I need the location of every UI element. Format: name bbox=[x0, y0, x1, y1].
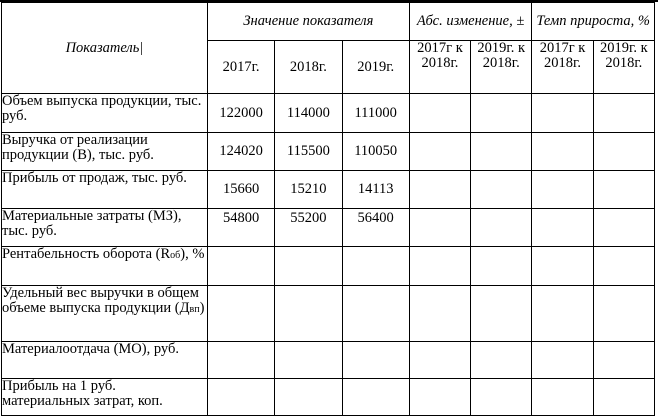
row-abs-cell bbox=[409, 286, 470, 342]
table-row bbox=[2, 342, 655, 379]
table-row bbox=[2, 209, 655, 247]
row-abs-cell bbox=[471, 379, 532, 416]
row-growth-cell bbox=[593, 171, 654, 209]
row-abs-cell bbox=[471, 247, 532, 286]
row-growth-cell bbox=[593, 286, 654, 342]
row-value-2019 bbox=[342, 379, 409, 416]
row-abs-cell bbox=[409, 209, 470, 247]
row-growth-cell bbox=[532, 133, 593, 171]
header-growth-period-2: 2019г. к 2018г. bbox=[593, 41, 654, 94]
row-name-subscript: об bbox=[170, 250, 181, 261]
row-growth-cell bbox=[593, 94, 654, 133]
header-year-2018: 2018г. bbox=[275, 41, 342, 94]
row-growth-cell bbox=[532, 379, 593, 416]
row-growth-cell bbox=[532, 94, 593, 133]
row-name bbox=[2, 247, 208, 286]
table-row bbox=[2, 133, 655, 171]
row-abs-cell bbox=[409, 379, 470, 416]
row-value-2017: 15660 bbox=[207, 171, 274, 209]
row-value-2018: 55200 bbox=[275, 209, 342, 247]
row-abs-cell bbox=[409, 94, 470, 133]
table-row bbox=[2, 171, 655, 209]
row-value-2018 bbox=[275, 286, 342, 342]
header-abs-change-group: Абс. изменение, ± bbox=[409, 3, 532, 41]
row-value-2018: 15210 bbox=[275, 171, 342, 209]
row-value-2019 bbox=[342, 286, 409, 342]
row-abs-cell bbox=[471, 171, 532, 209]
row-name: Материалоотдача (МО), руб. bbox=[2, 342, 208, 379]
row-growth-cell bbox=[532, 209, 593, 247]
row-growth-cell bbox=[532, 247, 593, 286]
row-growth-cell bbox=[532, 171, 593, 209]
row-value-2017: 122000 bbox=[207, 94, 274, 133]
row-value-2017: 124020 bbox=[207, 133, 274, 171]
row-abs-cell bbox=[471, 209, 532, 247]
row-growth-cell bbox=[532, 342, 593, 379]
row-abs-cell bbox=[409, 342, 470, 379]
header-indicator: Показатель| bbox=[2, 3, 208, 94]
row-value-2019: 14113 bbox=[342, 171, 409, 209]
row-value-2018 bbox=[275, 342, 342, 379]
row-name: Прибыль от продаж, тыс. руб. bbox=[2, 171, 208, 209]
row-abs-cell bbox=[471, 342, 532, 379]
row-name: Выручка от реализации продукции (В), тыс. руб. bbox=[2, 133, 208, 171]
row-value-2017 bbox=[207, 286, 274, 342]
table-row bbox=[2, 247, 655, 286]
row-name: Материальные затраты (МЗ), тыс. руб. bbox=[2, 209, 208, 247]
row-value-2019: 110050 bbox=[342, 133, 409, 171]
row-value-2017 bbox=[207, 379, 274, 416]
row-growth-cell bbox=[593, 209, 654, 247]
row-value-2017 bbox=[207, 247, 274, 286]
row-growth-cell bbox=[593, 247, 654, 286]
header-values-group: Значение показателя bbox=[207, 3, 409, 41]
row-name-part: Удельный вес выручки в общем объеме выпуска продукции (Д bbox=[2, 285, 199, 316]
table-row bbox=[2, 379, 655, 416]
row-growth-cell bbox=[593, 342, 654, 379]
row-name bbox=[2, 286, 208, 342]
row-name-part: Рентабельность оборота (R bbox=[2, 246, 171, 262]
row-value-2017 bbox=[207, 342, 274, 379]
row-growth-cell bbox=[593, 133, 654, 171]
row-value-2019: 56400 bbox=[342, 209, 409, 247]
header-growth-rate-group: Темп прироста, % bbox=[532, 3, 655, 41]
row-value-2018 bbox=[275, 247, 342, 286]
row-name-subscript: вп bbox=[189, 304, 200, 315]
header-abs-period-1: 2017г к 2018г. bbox=[409, 41, 470, 94]
row-abs-cell bbox=[409, 171, 470, 209]
header-abs-period-2: 2019г. к 2018г. bbox=[471, 41, 532, 94]
row-value-2017: 54800 bbox=[207, 209, 274, 247]
row-abs-cell bbox=[409, 247, 470, 286]
row-growth-cell bbox=[593, 379, 654, 416]
row-name: Прибыль на 1 руб. материальных затрат, коп. bbox=[2, 379, 208, 416]
header-growth-period-1: 2017г к 2018г. bbox=[532, 41, 593, 94]
row-name-part: ), % bbox=[180, 246, 205, 262]
row-growth-cell bbox=[532, 286, 593, 342]
row-value-2019 bbox=[342, 342, 409, 379]
row-abs-cell bbox=[471, 133, 532, 171]
row-value-2018 bbox=[275, 379, 342, 416]
indicators-table bbox=[1, 2, 655, 416]
row-name-part: ) bbox=[199, 300, 205, 316]
header-year-2017: 2017г. bbox=[207, 41, 274, 94]
header-year-2019: 2019г. bbox=[342, 41, 409, 94]
row-name: Объем выпуска продукции, тыс. руб. bbox=[2, 94, 208, 133]
row-value-2019: 111000 bbox=[342, 94, 409, 133]
row-value-2019 bbox=[342, 247, 409, 286]
table-row bbox=[2, 94, 655, 133]
row-abs-cell bbox=[471, 94, 532, 133]
row-abs-cell bbox=[471, 286, 532, 342]
row-abs-cell bbox=[409, 133, 470, 171]
table-row bbox=[2, 286, 655, 342]
row-value-2018: 115500 bbox=[275, 133, 342, 171]
row-value-2018: 114000 bbox=[275, 94, 342, 133]
